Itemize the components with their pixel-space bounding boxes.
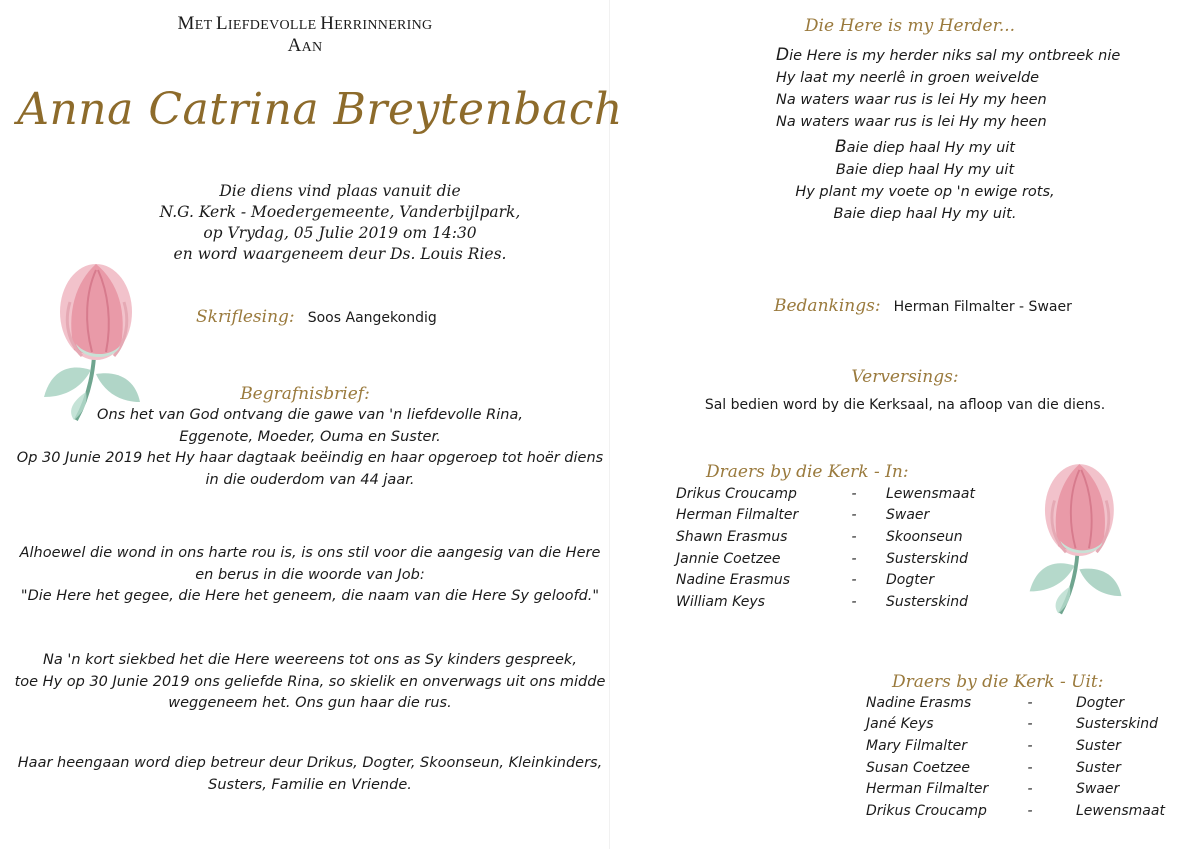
heading-word: ERRINNERING (334, 18, 433, 33)
bearer-dash: - (1027, 759, 1033, 776)
heading-letter: M (177, 13, 195, 34)
obituary-paragraph-1 (0, 405, 620, 491)
bearer-name: Jannie Coetzee (676, 550, 781, 567)
bearer-name: Drikus Croucamp (866, 802, 987, 819)
heading-letter: H (320, 13, 335, 34)
poem-line (776, 89, 1120, 111)
bearer-dash: - (1027, 737, 1033, 754)
bearer-relation: Swaer (1076, 781, 1120, 798)
scripture-value: Soos Aangekondig (307, 310, 437, 326)
table-row (866, 778, 1165, 800)
bearer-relation: Susterskind (1076, 716, 1158, 733)
table-row (676, 569, 975, 591)
service-line: en word waargeneem deur Ds. Louis Ries. (173, 245, 507, 263)
obituary-line: toe Hy op 30 Junie 2019 ons geliefde Rina, so skielik en onverwags uit ons midde (14, 673, 606, 690)
table-row (676, 526, 975, 548)
bearer-name: Herman Filmalter (866, 781, 989, 798)
scripture-reading (196, 307, 437, 327)
poem-line (776, 111, 1120, 133)
bearer-name: Nadine Erasms (866, 694, 972, 711)
bearer-relation: Swaer (886, 507, 930, 524)
poem-verse-2 (760, 136, 1090, 225)
bearer-dash: - (851, 528, 857, 545)
bearer-dash: - (851, 485, 857, 502)
table-row (676, 591, 975, 613)
bearer-name: Jané Keys (866, 716, 934, 733)
obituary-heading: Begrafnisbrief: (240, 384, 370, 404)
bearer-dash: - (1027, 716, 1033, 733)
refreshments-text: Sal bedien word by die Kerksaal, na afloop van die diens. (704, 397, 1106, 413)
obituary-line: Susters, Familie en Vriende. (208, 776, 412, 793)
bearer-relation: Dogter (1076, 694, 1125, 711)
table-row (866, 800, 1165, 822)
bearer-relation: Suster (1076, 737, 1121, 754)
service-line: op Vrydag, 05 Julie 2019 om 14:30 (203, 224, 477, 242)
bearer-dash: - (1027, 802, 1033, 819)
bearer-dash: - (1027, 781, 1033, 798)
service-details (140, 181, 540, 265)
thanks-value: Herman Filmalter - Swaer (893, 299, 1072, 315)
obituary-line: Eggenote, Moeder, Ouma en Suster. (179, 428, 441, 445)
thanks (774, 296, 1072, 316)
right-page (610, 0, 1200, 849)
poem-title: Die Here is my Herder... (804, 16, 1016, 36)
bearer-dash: - (851, 507, 857, 524)
bearer-dash: - (851, 572, 857, 589)
refreshments-heading: Verversings: (851, 367, 959, 387)
bearers-out-heading: Draers by die Kerk - Uit: (892, 672, 1104, 692)
heading-letter: L (216, 13, 228, 34)
obituary-line: in die ouderdom van 44 jaar. (205, 471, 415, 488)
obituary-paragraph-2 (0, 543, 620, 608)
bearer-dash: - (851, 593, 857, 610)
memorial-heading-line2 (0, 36, 610, 58)
poem-line (776, 67, 1120, 89)
bearers-out-table (866, 692, 1165, 822)
bearer-relation: Suster (1076, 759, 1121, 776)
table-row (676, 505, 975, 527)
poem-text: Na waters waar rus is lei Hy my heen (776, 114, 1047, 130)
memorial-heading (0, 14, 610, 58)
poem-line (760, 159, 1090, 181)
obituary-line: Op 30 Junie 2019 het Hy haar dagtaak beëindig en haar opgeroep tot hoër diens (16, 450, 604, 466)
obituary-line: en berus in die woorde van Job: (195, 566, 425, 583)
bearer-relation: Susterskind (886, 593, 968, 610)
service-line: Die diens vind plaas vanuit die (219, 182, 461, 200)
table-row (676, 483, 975, 505)
bearer-name: William Keys (676, 593, 765, 610)
poem-text: aie diep haal Hy my uit (846, 140, 1015, 156)
poem-text: Baie diep haal Hy my uit. (833, 206, 1017, 222)
poem-text: Na waters waar rus is lei Hy my heen (776, 92, 1047, 108)
memorial-heading-line1 (0, 14, 610, 36)
bearers-in-table (676, 483, 975, 613)
poem-text: Baie diep haal Hy my uit (835, 162, 1015, 178)
poem-line (760, 203, 1090, 225)
poem-line (776, 44, 1120, 67)
poem-initial: D (776, 45, 790, 65)
table-row (866, 714, 1165, 736)
heading-word: AN (301, 40, 323, 55)
obituary-line: "Die Here het gegee, die Here het geneem, die naam van die Here Sy geloofd." (20, 588, 600, 604)
service-line: N.G. Kerk - Moedergemeente, Vanderbijlpark, (159, 203, 521, 221)
bearer-name: Mary Filmalter (866, 737, 967, 754)
obituary-line: Haar heengaan word diep betreur deur Drikus, Dogter, Skoonseun, Kleinkinders, (17, 755, 603, 771)
deceased-name: Anna Catrina Breytenbach (17, 84, 623, 135)
bearer-name: Drikus Croucamp (676, 485, 797, 502)
bearer-relation: Lewensmaat (1076, 802, 1165, 819)
bearer-relation: Lewensmaat (886, 485, 975, 502)
protea-flower-icon (1022, 446, 1132, 622)
bearer-dash: - (851, 550, 857, 567)
obituary-line: weggeneem het. Ons gun haar die rus. (168, 695, 452, 711)
table-row (866, 692, 1165, 714)
heading-word: IEFDEVOLLE (227, 18, 321, 33)
bearer-dash: - (1027, 694, 1033, 711)
heading-word: ET (194, 18, 216, 33)
bearer-name: Susan Coetzee (866, 759, 970, 776)
table-row (676, 548, 975, 570)
poem-initial: B (835, 137, 847, 157)
bearer-name: Nadine Erasmus (676, 572, 791, 589)
bearer-relation: Susterskind (886, 550, 968, 567)
poem-text: ie Here is my herder niks sal my ontbreek nie (789, 48, 1121, 64)
bearers-in-heading: Draers by die Kerk - In: (706, 462, 909, 482)
obituary-paragraph-4 (0, 753, 620, 796)
obituary-paragraph-3 (0, 650, 620, 715)
table-row (866, 757, 1165, 779)
obituary-line: Alhoewel die wond in ons harte rou is, is ons stil voor die aangesig van die Here (19, 545, 601, 561)
poem-line (760, 181, 1090, 203)
poem-text: Hy plant my voete op 'n ewige rots, (795, 184, 1055, 200)
scripture-label: Skriflesing: (196, 307, 295, 327)
obituary-line: Ons het van God ontvang die gawe van 'n liefdevolle Rina, (97, 407, 523, 423)
bearer-name: Shawn Erasmus (676, 528, 788, 545)
poem-line (760, 136, 1090, 159)
poem-verse-1 (776, 44, 1120, 133)
table-row (866, 735, 1165, 757)
poem-text: Hy laat my neerlê in groen weivelde (776, 70, 1040, 86)
obituary-line: Na 'n kort siekbed het die Here weereens tot ons as Sy kinders gespreek, (43, 652, 577, 668)
bearer-name: Herman Filmalter (676, 507, 799, 524)
thanks-label: Bedankings: (774, 296, 881, 316)
heading-letter: A (287, 35, 302, 56)
bearer-relation: Skoonseun (886, 528, 963, 545)
bearer-relation: Dogter (886, 572, 935, 589)
